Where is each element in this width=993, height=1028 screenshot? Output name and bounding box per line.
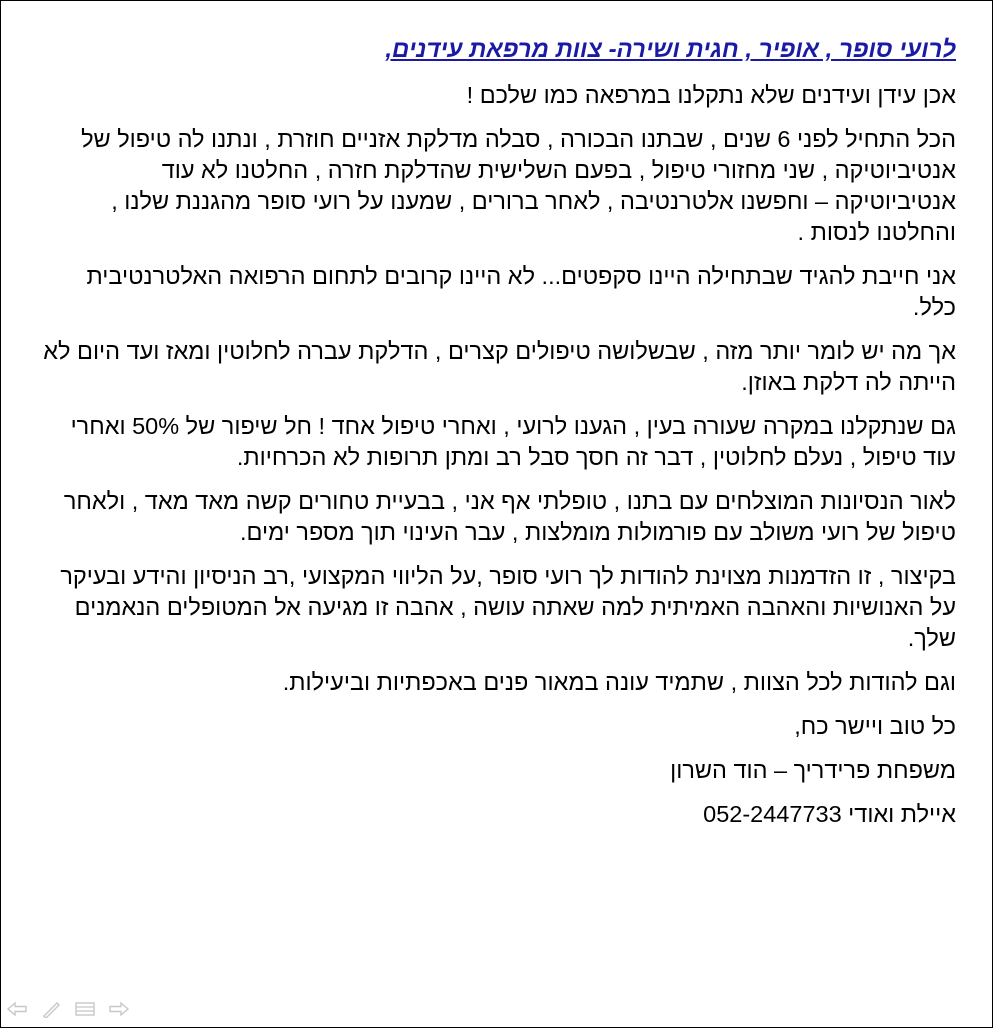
paragraph-stye: גם שנתקלנו במקרה שעורה בעין , הגענו לרועי , ואחרי טיפול אחד ! חל שיפור של 50% ואחרי עוד טיפול , נעלם לחלוטין , דבר זה חסך סבל רב ומתן תרופות לא הכרחיות. [70,413,956,470]
paragraph-thanks: בקיצור , זו הזדמנות מצוינת להודות לך רועי סופר ,על הליווי המקצועי ,רב הניסיון והידע ובעיקר על האנושיות והאהבה האמיתית למה שאתה עושה , אהבה זו מגיעה אל המטופלים הנאמנים שלך. [60,563,956,651]
paragraph-farewell: כל טוב ויישר כח, [794,713,956,739]
previous-slide-button[interactable] [7,999,27,1019]
slide-menu-button[interactable] [75,999,95,1019]
pen-icon [41,1000,61,1018]
slide-content [41,33,956,843]
paragraph-skeptics: אני חייבת להגיד שבתחילה היינו סקפטים... לא היינו קרובים לתחום הרפואה האלטרנטיבית כלל. [86,263,956,320]
arrow-right-icon [109,1001,129,1017]
menu-icon [75,1001,95,1017]
arrow-left-icon [7,1001,27,1017]
next-slide-button[interactable] [109,999,129,1019]
paragraph-three-treatments: אך מה יש לומר יותר מזה , שבשלושה טיפולים קצרים , הדלקת עברה לחלוטין ומאז ועד היום לא הייתה לה דלקת באוזן. [43,338,956,395]
slide-title: לרועי סופר , אופיר , חגית ושירה- צוות מרפאת עידנים, [385,36,956,63]
slideshow-nav [7,999,129,1019]
pen-tool-button[interactable] [41,999,61,1019]
paragraph-signature-family: משפחת פרידריך – הוד השרון [670,757,956,783]
paragraph-team-thanks: וגם להודות לכל הצוות , שתמיד עונה במאור פנים באכפתיות וביעילות. [282,669,956,695]
paragraph-signature-contact: איילת ואודי 052-2447733 [703,801,956,827]
paragraph-intro: אכן עידן ועידנים שלא נתקלנו במרפאה כמו שלכם ! [466,82,956,108]
paragraph-ear-infection: הכל התחיל לפני 6 שנים , שבתנו הבכורה , סבלה מדלקת אזניים חוזרת , ונתנו לה טיפול של אנטיביוטיקה , שני מחזורי טיפול , בפעם השלישית שהדלקת חזרה , החלטנו לא עוד אנטיביוטיקה – וחפשנו אלטרנטיבה , לאחר ברורים , שמענו על רועי סופר מהגננת שלנו , והחלטנו לנסות . [81,126,956,245]
paragraph-hemorrhoids: לאור הנסיונות המוצלחים עם בתנו , טופלתי אף אני , בבעיית טחורים קשה מאד מאד , ולאחר טיפול של רועי משולב עם פורמולות מומלצות , עבר העינוי תוך מספר ימים. [63,488,956,545]
